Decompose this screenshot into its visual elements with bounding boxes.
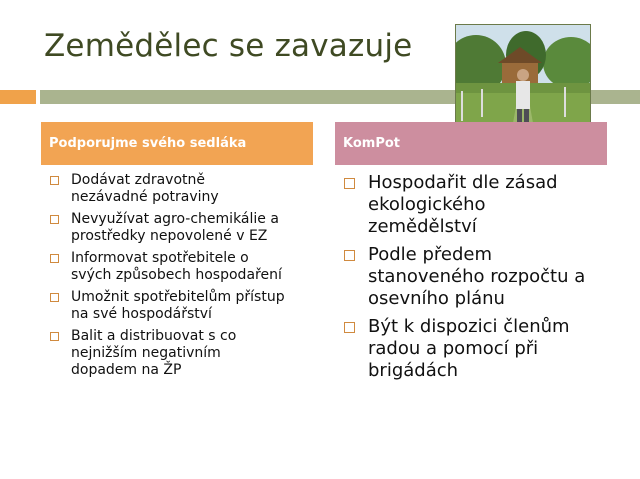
square-bullet-icon — [50, 293, 59, 302]
right-column-header: KomPot — [335, 122, 607, 165]
slide-title: Zemědělec se zavazuje — [44, 28, 413, 64]
list-item: Podle předem stanoveného rozpočtu a osevního plánu — [342, 244, 612, 310]
list-item: Informovat spotřebitele o svých způsobech hospodaření — [48, 250, 313, 284]
list-item: Nevyužívat agro-chemikálie a prostředky nepovolené v EZ — [48, 211, 313, 245]
list-item: Umožnit spotřebitelům přístup na své hospodářství — [48, 289, 313, 323]
left-column-header: Podporujme svého sedláka — [41, 122, 313, 165]
square-bullet-icon — [344, 178, 355, 189]
square-bullet-icon — [50, 176, 59, 185]
list-item: Balit a distribuovat s co nejnižším negativním dopadem na ŽP — [48, 328, 313, 379]
accent-bar-orange — [0, 90, 36, 104]
square-bullet-icon — [50, 332, 59, 341]
list-item: Hospodařit dle zásad ekologického zemědělství — [342, 172, 612, 238]
square-bullet-icon — [344, 250, 355, 261]
square-bullet-icon — [50, 215, 59, 224]
list-item: Být k dispozici členům radou a pomocí při brigádách — [342, 316, 612, 382]
square-bullet-icon — [50, 254, 59, 263]
square-bullet-icon — [344, 322, 355, 333]
list-item: Dodávat zdravotně nezávadné potraviny — [48, 172, 313, 206]
right-list — [342, 172, 612, 388]
left-list — [48, 172, 313, 384]
